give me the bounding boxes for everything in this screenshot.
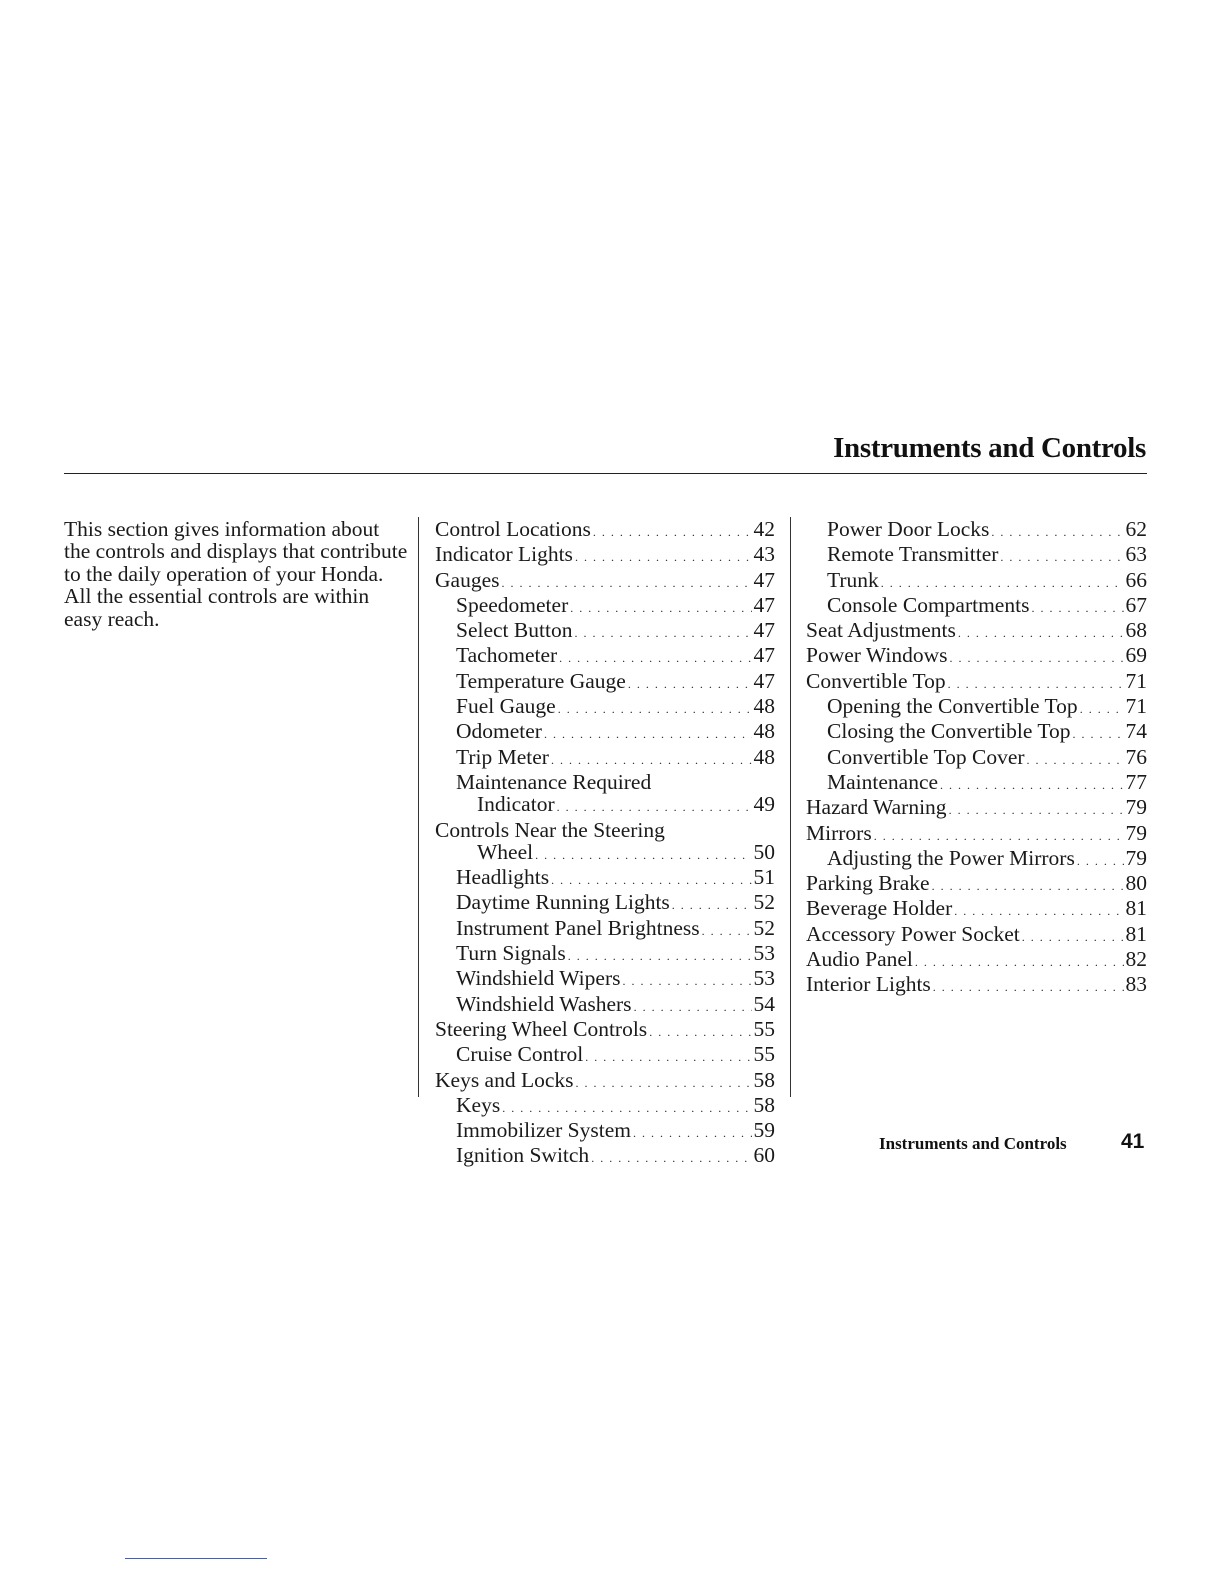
toc-entry[interactable]	[435, 720, 775, 745]
toc-entry[interactable]	[806, 796, 1147, 821]
toc-entry-page: 79	[1125, 795, 1147, 820]
toc-entry-page: 48	[753, 694, 775, 719]
toc-entry-label: Fuel Gauge	[456, 694, 556, 719]
toc-entry[interactable]	[435, 967, 775, 992]
dot-leader	[672, 894, 752, 916]
page-number: 41	[1121, 1130, 1145, 1153]
toc-entry-label: Speedometer	[456, 592, 569, 617]
toc-entry[interactable]	[435, 619, 775, 644]
toc-entry-label: Interior Lights	[806, 972, 931, 997]
dot-leader	[940, 774, 1123, 796]
toc-entry[interactable]	[806, 619, 1147, 644]
toc-entry[interactable]	[435, 819, 775, 841]
dot-leader	[1077, 850, 1124, 872]
dot-leader	[948, 673, 1124, 695]
toc-entry[interactable]	[806, 948, 1147, 973]
toc-entry-page: 49	[753, 792, 775, 817]
toc-entry-page: 71	[1125, 668, 1147, 693]
toc-entry-page: 51	[753, 865, 775, 890]
toc-entry-label: Turn Signals	[456, 941, 566, 966]
toc-entry-page: 76	[1125, 744, 1147, 769]
dot-leader	[535, 844, 751, 866]
toc-entry-page: 48	[753, 719, 775, 744]
toc-entry-label: Keys	[456, 1092, 501, 1117]
toc-entry-label: Convertible Top	[806, 668, 946, 693]
toc-entry[interactable]	[435, 1094, 775, 1119]
toc-entry-page: 47	[753, 592, 775, 617]
toc-entry[interactable]	[435, 644, 775, 669]
dot-leader	[881, 572, 1124, 594]
toc-entry[interactable]	[435, 670, 775, 695]
toc-entry-label: Console Compartments	[827, 592, 1030, 617]
toc-entry-label: Headlights	[456, 865, 550, 890]
toc-entry[interactable]	[806, 594, 1147, 619]
toc-entry-page: 63	[1125, 542, 1147, 567]
toc-entry[interactable]	[806, 518, 1147, 543]
toc-entry-label: Remote Transmitter	[827, 542, 999, 567]
toc-entry-page: 47	[753, 668, 775, 693]
dot-leader	[1080, 698, 1124, 720]
dot-leader	[575, 546, 752, 568]
toc-entry-label: Instrument Panel Brightness	[456, 915, 700, 940]
dot-leader	[576, 1072, 752, 1094]
dot-leader	[544, 723, 752, 745]
title-rule	[64, 473, 1147, 474]
toc-entry-page: 52	[753, 915, 775, 940]
dot-leader	[501, 572, 751, 594]
dot-leader	[933, 976, 1124, 998]
dot-leader	[874, 825, 1124, 847]
dot-leader	[1022, 926, 1124, 948]
toc-entry[interactable]	[435, 1119, 775, 1144]
dot-leader	[551, 749, 752, 771]
toc-entry-label: Windshield Wipers	[456, 966, 621, 991]
toc-entry-page: 54	[753, 991, 775, 1016]
toc-entry-page: 79	[1125, 845, 1147, 870]
toc-entry-label: Trunk	[827, 567, 879, 592]
toc-column-middle	[435, 518, 775, 1170]
toc-entry-page: 59	[753, 1118, 775, 1143]
toc-entry[interactable]	[806, 973, 1147, 998]
column-divider	[790, 517, 791, 1097]
footer-section-title: Instruments and Controls	[879, 1134, 1067, 1153]
toc-entry-label: Control Locations	[435, 517, 591, 541]
toc-entry[interactable]	[435, 771, 775, 793]
toc-entry-page: 74	[1125, 719, 1147, 744]
toc-entry-page: 67	[1125, 592, 1147, 617]
toc-entry[interactable]	[806, 822, 1147, 847]
toc-entry-label: Maintenance	[827, 769, 939, 794]
toc-entry[interactable]	[435, 793, 775, 818]
toc-entry-page: 71	[1125, 694, 1147, 719]
toc-entry[interactable]	[806, 847, 1147, 872]
dot-leader	[591, 1147, 751, 1169]
dot-leader	[551, 869, 751, 891]
dot-leader	[633, 1122, 752, 1144]
toc-entry[interactable]	[435, 1144, 775, 1169]
column-divider	[418, 517, 419, 1097]
dot-leader	[634, 996, 752, 1018]
toc-entry-page: 53	[753, 966, 775, 991]
toc-entry-page: 68	[1125, 618, 1147, 643]
dot-leader	[622, 970, 751, 992]
toc-entry-label: Immobilizer System	[456, 1118, 631, 1143]
toc-entry-label: Parking Brake	[806, 871, 930, 896]
section-title: Instruments and Controls	[833, 432, 1146, 464]
dot-leader	[932, 875, 1124, 897]
toc-entry-label: Trip Meter	[456, 744, 549, 769]
toc-entry-page: 47	[753, 567, 775, 592]
toc-entry-page: 66	[1125, 567, 1147, 592]
toc-entry-label: Closing the Convertible Top	[827, 719, 1071, 744]
toc-entry-page: 47	[753, 618, 775, 643]
toc-entry-label: Indicator	[477, 792, 555, 817]
toc-entry[interactable]	[435, 594, 775, 619]
toc-entry-label: Opening the Convertible Top	[827, 694, 1078, 719]
toc-entry[interactable]	[435, 1043, 775, 1068]
dot-leader	[502, 1097, 751, 1119]
dot-leader	[558, 698, 752, 720]
toc-entry-page: 42	[753, 517, 775, 541]
toc-entry[interactable]	[806, 771, 1147, 796]
toc-entry-label: Adjusting the Power Mirrors	[827, 845, 1075, 870]
toc-entry[interactable]	[435, 942, 775, 967]
toc-entry-page: 43	[753, 542, 775, 567]
toc-entry-page: 53	[753, 941, 775, 966]
toc-entry-label: Temperature Gauge	[456, 668, 626, 693]
toc-entry[interactable]	[435, 993, 775, 1018]
toc-entry[interactable]	[806, 644, 1147, 669]
toc-entry-label: Keys and Locks	[435, 1067, 574, 1092]
toc-entry-label: Ignition Switch	[456, 1143, 590, 1168]
toc-entry-page: 50	[753, 839, 775, 864]
toc-entry-label: Mirrors	[806, 820, 872, 845]
toc-entry-label: Maintenance Required	[456, 769, 652, 794]
link-underline	[125, 1558, 267, 1559]
toc-entry-label: Odometer	[456, 719, 542, 744]
toc-entry-page: 62	[1125, 517, 1147, 541]
toc-entry-page: 55	[753, 1016, 775, 1041]
dot-leader	[568, 945, 752, 967]
toc-entry-page: 82	[1125, 947, 1147, 972]
toc-entry-page: 55	[753, 1042, 775, 1067]
dot-leader	[949, 799, 1124, 821]
toc-entry[interactable]	[806, 543, 1147, 568]
dot-leader	[585, 1046, 751, 1068]
toc-entry-label: Convertible Top Cover	[827, 744, 1025, 769]
toc-entry-page: 79	[1125, 820, 1147, 845]
toc-entry[interactable]	[806, 923, 1147, 948]
toc-entry-page: 77	[1125, 769, 1147, 794]
toc-entry-label: Accessory Power Socket	[806, 921, 1020, 946]
toc-entry[interactable]	[435, 569, 775, 594]
toc-column-right	[806, 518, 1147, 999]
toc-entry[interactable]	[806, 569, 1147, 594]
toc-entry-label: Steering Wheel Controls	[435, 1016, 648, 1041]
toc-entry-label: Controls Near the Steering	[435, 817, 665, 842]
toc-entry-label: Power Door Locks	[827, 517, 990, 541]
toc-entry[interactable]	[435, 1018, 775, 1043]
dot-leader	[991, 521, 1123, 543]
toc-entry-label: Power Windows	[806, 643, 948, 668]
toc-entry[interactable]	[806, 670, 1147, 695]
dot-leader	[915, 951, 1124, 973]
toc-entry-page: 60	[753, 1143, 775, 1168]
toc-entry[interactable]	[435, 518, 775, 543]
toc-entry[interactable]	[806, 872, 1147, 897]
dot-leader	[628, 673, 752, 695]
toc-entry-page: 52	[753, 890, 775, 915]
toc-entry-page: 81	[1125, 921, 1147, 946]
toc-entry-label: Audio Panel	[806, 947, 913, 972]
dot-leader	[949, 647, 1123, 669]
toc-entry[interactable]	[435, 917, 775, 942]
dot-leader	[557, 796, 752, 818]
toc-entry-page: 81	[1125, 896, 1147, 921]
toc-entry-label: Windshield Washers	[456, 991, 632, 1016]
toc-entry-label: Tachometer	[456, 643, 558, 668]
dot-leader	[1073, 723, 1124, 745]
dot-leader	[1000, 546, 1123, 568]
toc-entry-label: Beverage Holder	[806, 896, 953, 921]
toc-entry[interactable]	[806, 897, 1147, 922]
dot-leader	[702, 920, 752, 942]
toc-entry[interactable]	[435, 746, 775, 771]
toc-entry-page: 83	[1125, 972, 1147, 997]
toc-entry[interactable]	[806, 720, 1147, 745]
toc-entry[interactable]	[435, 1069, 775, 1094]
toc-entry-label: Gauges	[435, 567, 500, 592]
toc-entry-label: Seat Adjustments	[806, 618, 956, 643]
toc-entry[interactable]	[435, 695, 775, 720]
dot-leader	[1031, 597, 1123, 619]
toc-entry-label: Indicator Lights	[435, 542, 573, 567]
toc-entry-page: 58	[753, 1067, 775, 1092]
dot-leader	[559, 647, 751, 669]
intro-paragraph: This section gives information about the controls and displays that contribute to the daily operation of your Honda. All the essential controls are within easy reach.	[64, 517, 408, 631]
toc-entry-label: Select Button	[456, 618, 573, 643]
toc-entry[interactable]	[806, 695, 1147, 720]
dot-leader	[593, 521, 752, 543]
toc-entry-page: 80	[1125, 871, 1147, 896]
toc-entry[interactable]	[435, 543, 775, 568]
dot-leader	[649, 1021, 751, 1043]
dot-leader	[570, 597, 751, 619]
toc-entry-page: 48	[753, 744, 775, 769]
toc-entry-label: Wheel	[477, 839, 534, 864]
toc-entry[interactable]	[806, 746, 1147, 771]
toc-entry-page: 47	[753, 643, 775, 668]
toc-entry-page: 58	[753, 1092, 775, 1117]
dot-leader	[1027, 749, 1124, 771]
toc-entry-label: Hazard Warning	[806, 795, 947, 820]
toc-entry-label: Daytime Running Lights	[456, 890, 670, 915]
toc-entry-label: Cruise Control	[456, 1042, 584, 1067]
toc-entry[interactable]	[435, 891, 775, 916]
toc-entry-page: 69	[1125, 643, 1147, 668]
dot-leader	[954, 900, 1123, 922]
toc-entry[interactable]	[435, 841, 775, 866]
toc-entry[interactable]	[435, 866, 775, 891]
dot-leader	[574, 622, 751, 644]
dot-leader	[958, 622, 1124, 644]
